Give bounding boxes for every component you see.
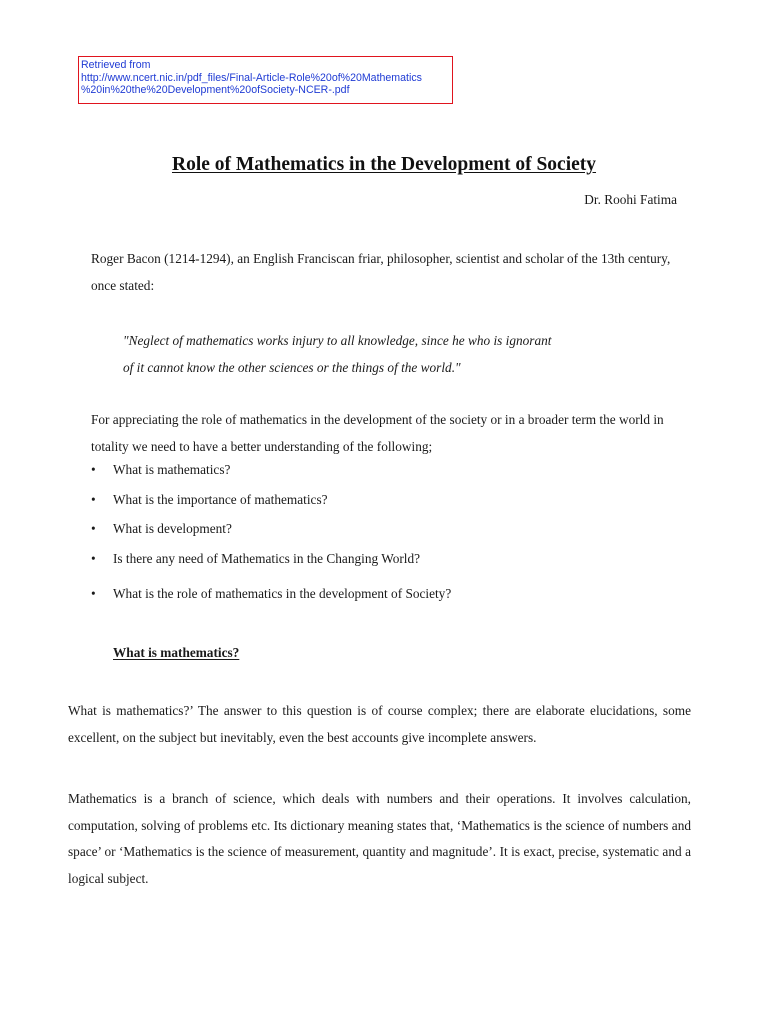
list-item — [91, 462, 230, 478]
list-item-text: What is development? — [113, 521, 232, 536]
source-note-box — [78, 56, 453, 104]
author-name: Dr. Roohi Fatima — [584, 192, 677, 207]
source-note-label: Retrieved from — [81, 59, 151, 71]
bullet-icon: • — [91, 586, 96, 601]
list-item-text: Is there any need of Mathematics in the Changing World? — [113, 551, 421, 566]
appreciate-paragraph: For appreciating the role of mathematics in the development of the society or in a broader term the world in totality we need to have a better understanding of the following; — [91, 412, 664, 454]
list-item-text: What is the role of mathematics in the development of Society? — [113, 586, 452, 601]
list-item — [91, 521, 232, 537]
source-url-line-1[interactable]: http://www.ncert.nic.in/pdf_files/Final-Article-Role%20of%20Mathematics — [81, 71, 422, 84]
source-url-line-2[interactable]: %20in%20the%20Development%20ofSociety-NCER-.pdf — [81, 84, 350, 96]
intro-paragraph: Roger Bacon (1214-1294), an English Franciscan friar, philosopher, scientist and scholar of the 13th century, once stated: — [91, 251, 671, 293]
bullet-icon: • — [91, 492, 96, 507]
bullet-icon: • — [91, 521, 96, 536]
list-item-text: What is the importance of mathematics? — [113, 492, 328, 507]
section-heading: What is mathematics? — [113, 645, 240, 660]
quote-line-2: of it cannot know the other sciences or the things of the world." — [123, 360, 461, 375]
bacon-quote — [123, 327, 643, 381]
list-item-text: What is mathematics? — [113, 462, 231, 477]
what-is-mathematics-paragraph: What is mathematics?’ The answer to this question is of course complex; there are elaborate elucidations, some excellent, on the subject but inevitably, even the best accounts give incomplete answers. — [68, 703, 691, 745]
list-item — [91, 492, 328, 508]
branch-of-science-paragraph: Mathematics is a branch of science, which deals with numbers and their operations. It involves calculation, computation, solving of problems etc. Its dictionary meaning states that, ‘Mathematics is the science of numbers and space’ or ‘Mathematics is the science of measurement, quantity and magnitude’. It is exact, precise, systematic and a logical subject. — [68, 791, 691, 886]
list-item — [91, 551, 420, 567]
bullet-icon: • — [91, 462, 96, 477]
quote-line-1: "Neglect of mathematics works injury to all knowledge, since he who is ignorant — [123, 333, 552, 348]
document-title: Role of Mathematics in the Development of Society — [171, 154, 597, 175]
bullet-icon: • — [91, 551, 96, 566]
list-item — [91, 586, 451, 602]
